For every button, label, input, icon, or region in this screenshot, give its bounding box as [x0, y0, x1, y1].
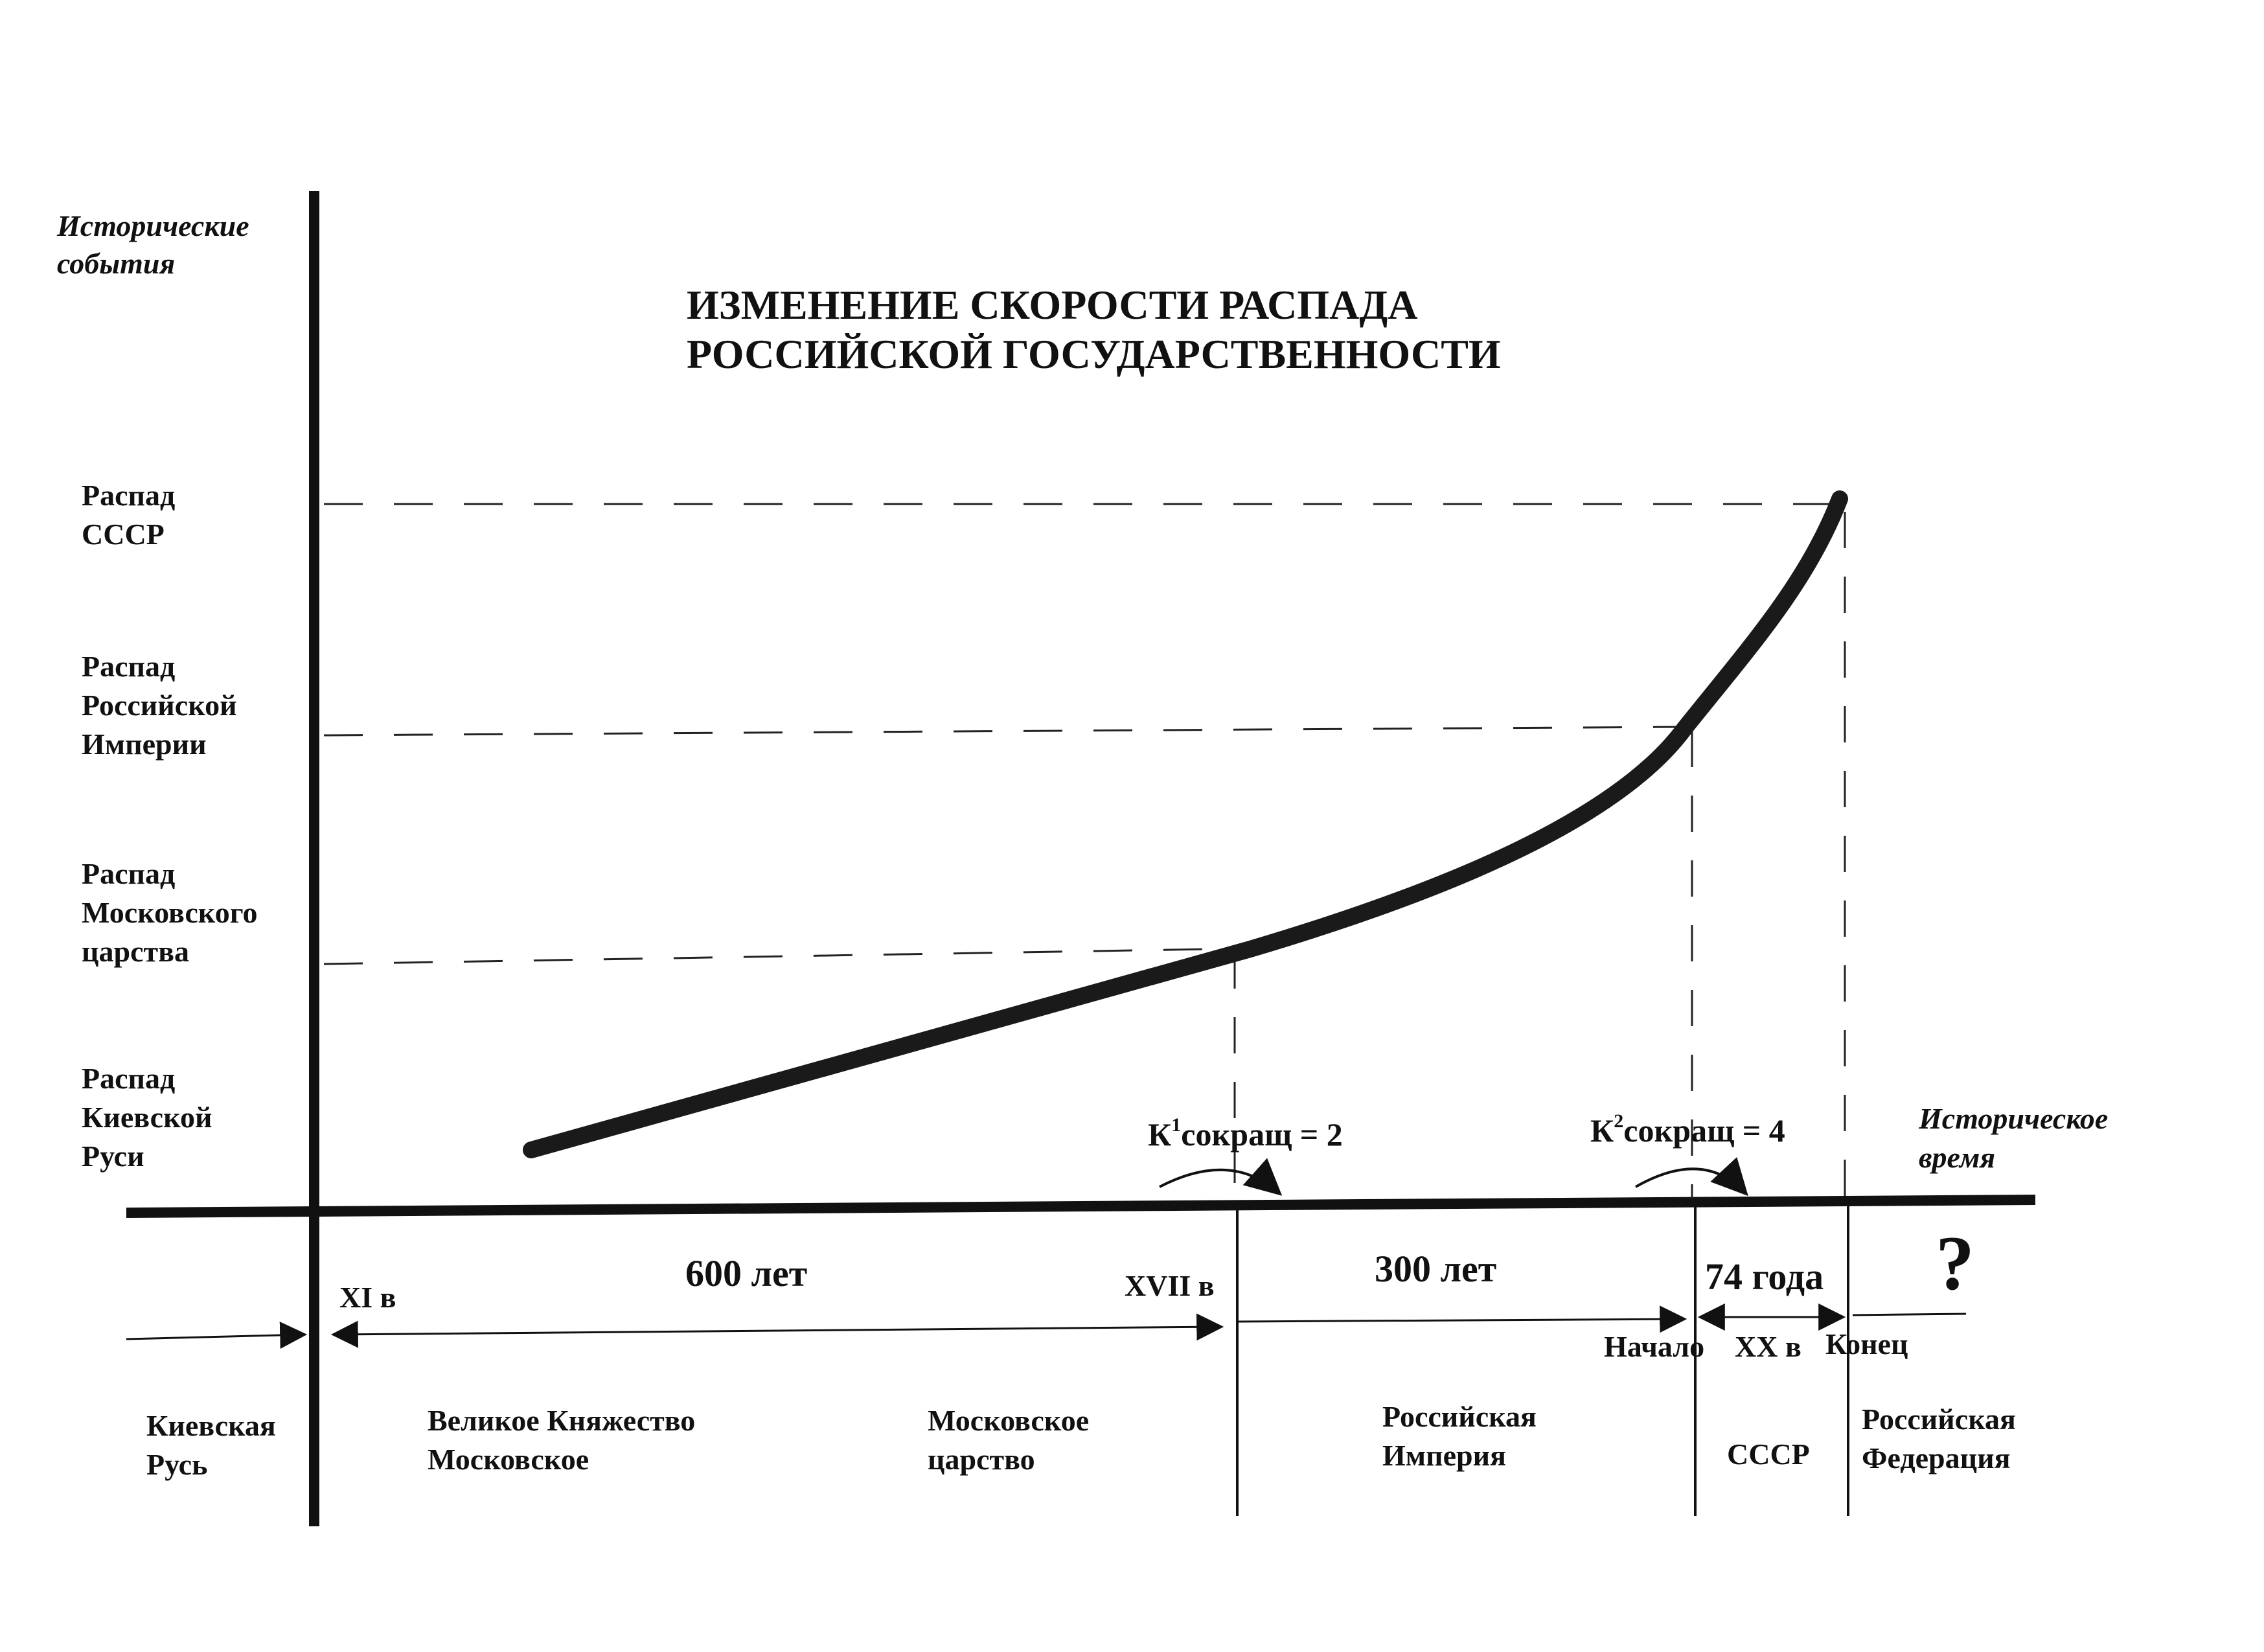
- period-duchy-line-1: Великое Княжество: [428, 1404, 696, 1437]
- y-level-empire-line-2: Российской: [82, 689, 237, 722]
- y-level-kievan-rus: [82, 1062, 212, 1173]
- x-axis-label-line-1: Историческое: [1919, 1102, 2109, 1135]
- duration-unknown: ?: [1936, 1220, 1974, 1306]
- period-duchy-line-2: Московское: [428, 1443, 589, 1476]
- decay-curve: [531, 499, 1840, 1150]
- chart-title-line-1: ИЗМЕНЕНИЕ СКОРОСТИ РАСПАДА: [687, 282, 1418, 328]
- period-russian-empire: [1382, 1400, 1537, 1472]
- period-federation-line-2: Федерация: [1862, 1441, 2011, 1474]
- y-level-moscow-line-1: Распад: [82, 857, 176, 890]
- y-level-moscow-tsardom: [82, 857, 257, 968]
- y-level-moscow-line-2: Московского: [82, 896, 258, 929]
- period-empire-line-2: Империя: [1382, 1439, 1507, 1472]
- period-tsardom-line-1: Московское: [928, 1404, 1090, 1437]
- tick-xx: XX в: [1735, 1330, 1801, 1363]
- period-ussr: [1727, 1438, 1810, 1471]
- tick-xx-end: Конец: [1825, 1327, 1908, 1360]
- y-level-kiev-line-1: Распад: [82, 1062, 176, 1095]
- transition-arrow-2: [1636, 1169, 1746, 1193]
- y-level-kiev-line-3: Руси: [82, 1140, 144, 1173]
- period-kiev-line-2: Русь: [146, 1448, 208, 1481]
- y-level-moscow-line-3: царства: [82, 935, 189, 968]
- period-kiev-line-1: Киевская: [146, 1409, 276, 1442]
- chart-title-line-2: РОССИЙСКОЙ ГОСУДАРСТВЕННОСТИ: [687, 331, 1501, 377]
- y-axis-label-line-1: Исторические: [57, 209, 249, 242]
- span-line-future: [1853, 1314, 1966, 1315]
- span-arrow-600: [334, 1327, 1221, 1335]
- y-level-kiev-line-2: Киевской: [82, 1101, 212, 1134]
- y-level-ussr-line-1: Распад: [82, 479, 176, 512]
- span-line-300: [1239, 1319, 1684, 1322]
- duration-600: 600 лет: [685, 1252, 808, 1294]
- tick-xi: XI в: [339, 1281, 396, 1314]
- period-empire-line-1: Российская: [1382, 1400, 1537, 1433]
- y-level-empire: [82, 650, 237, 761]
- timeline-arrow-left: [126, 1335, 304, 1339]
- y-level-empire-line-1: Распад: [82, 650, 176, 683]
- duration-74: 74 года: [1705, 1256, 1824, 1298]
- period-russian-federation: [1862, 1403, 2016, 1474]
- guide-h-moscow: [324, 948, 1250, 964]
- y-axis-label-line-2: события: [57, 247, 176, 280]
- tick-xx-start: Начало: [1604, 1330, 1705, 1363]
- period-moscow-tsardom: [928, 1404, 1089, 1476]
- y-level-ussr-line-2: СССР: [82, 518, 165, 551]
- coefficient-1: $К^1сокращ = 2$: [1148, 1114, 1343, 1153]
- y-level-empire-line-3: Империи: [82, 728, 207, 761]
- transition-arrow-1: [1160, 1170, 1279, 1193]
- period-kievan-rus: [146, 1409, 276, 1481]
- period-federation-line-1: Российская: [1862, 1403, 2016, 1436]
- period-ussr-line-1: СССР: [1727, 1438, 1810, 1471]
- period-grand-duchy: [428, 1404, 695, 1476]
- x-axis: [126, 1200, 2035, 1213]
- y-level-ussr: [82, 479, 175, 551]
- duration-300: 300 лет: [1375, 1248, 1497, 1290]
- x-axis-label-line-2: время: [1919, 1141, 1996, 1174]
- guide-h-empire: [324, 727, 1684, 735]
- period-tsardom-line-2: царство: [928, 1443, 1035, 1476]
- coefficient-2: $К^2сокращ = 4$: [1590, 1110, 1785, 1149]
- tick-xvii: XVII в: [1125, 1269, 1215, 1302]
